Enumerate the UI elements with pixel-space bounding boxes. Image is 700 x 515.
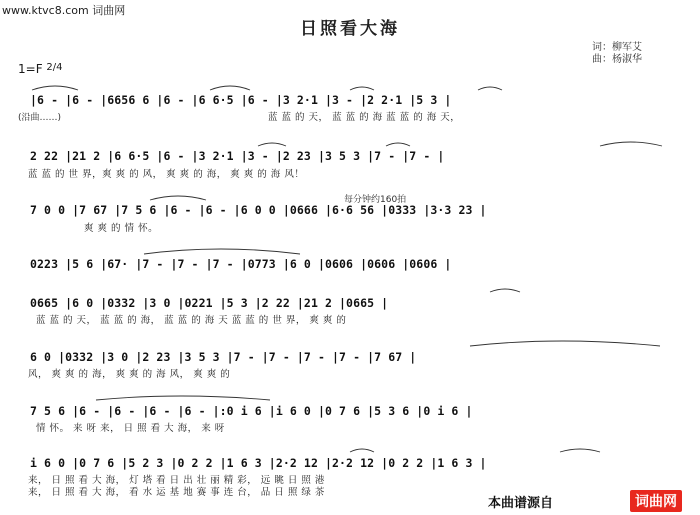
brand-badge: 词曲网	[630, 490, 682, 512]
composer-credit: 曲：杨淑华	[592, 54, 642, 65]
lyric-line-2: 蓝 蓝 的 世 界，爽 爽 的 风， 爽 爽 的 海， 爽 爽 的 海 风！	[28, 169, 305, 180]
lyric-line-8a: 来， 日 照 看 大 海， 灯 塔 看 日 出 壮 丽 精 彩， 远 眺 日 照 港	[28, 475, 325, 486]
notation-line-2: 2 22 |21 2 |6 6·5 |6 - |3 2·1 |3 - |2 23 |3 5 3 |7 - |7 - |	[30, 149, 445, 163]
notation-line-8: i 6 0 |0 7 6 |5 2 3 |0 2 2 |1 6 3 |2·2 12 |2·2 12 |0 2 2 |1 6 3 |	[30, 456, 487, 470]
notation-line-3: 7 0 0 |7 67 |7 5 6 |6 - |6 - |6 0 0 |0666 |6·6 56 |0333 |3·3 23 |	[30, 203, 487, 217]
notation-line-5: 0665 |6 0 |0332 |3 0 |0221 |5 3 |2 22 |21 2 |0665 |	[30, 296, 389, 310]
notation-line-4: 0223 |5 6 |67· |7 - |7 - |7 - |0773 |6 0 |0606 |0606 |0606 |	[30, 257, 452, 271]
key-signature: 1=F $^{2/4}$	[18, 62, 63, 76]
notation-line-6: 6 0 |0332 |3 0 |2 23 |3 5 3 |7 - |7 - |7 - |7 - |7 67 |	[30, 350, 417, 364]
lyricist-credit: 词：柳军艾	[592, 42, 642, 53]
lyric-line-6: 风， 爽 爽 的 海， 爽 爽 的 海 风， 爽 爽 的	[28, 369, 231, 380]
lyric-line-3: 爽 爽 的 情 怀。	[84, 223, 159, 234]
time-signature: 2/4	[46, 62, 63, 73]
lyric-line-1: 蓝 蓝 的 天， 蓝 蓝 的 海 蓝 蓝 的 海 天，	[268, 112, 461, 123]
lyric-line-5: 蓝 蓝 的 天， 蓝 蓝 的 海， 蓝 蓝 的 海 天 蓝 蓝 的 世 界， 爽 爽 的	[36, 315, 347, 326]
lyric-line-8b: 来， 日 照 看 大 海， 看 水 运 基 地 赛 事 连 台， 品 日 照 绿 茶	[28, 487, 325, 498]
source-caption: 本曲谱源自	[488, 496, 554, 511]
song-title: 日照看大海	[300, 19, 400, 39]
tempo-note: 每分钟约160拍	[344, 195, 407, 205]
lyric-line-7: 情 怀。 来 呀 来， 日 照 看 大 海， 来 呀	[36, 423, 225, 434]
site-url: www.ktvc8.com 词曲网	[2, 4, 126, 17]
notation-line-1: |6 - |6 - |6656 6 |6 - |6 6·5 |6 - |3 2·1 |3 - |2 2·1 |5 3 |	[30, 93, 452, 107]
intro-note: (沿曲……)	[18, 113, 62, 123]
notation-line-7: 7 5 6 |6 - |6 - |6 - |6 - |:0 i 6 |i 6 0 |0 7 6 |5 3 6 |0 i 6 |	[30, 404, 473, 418]
